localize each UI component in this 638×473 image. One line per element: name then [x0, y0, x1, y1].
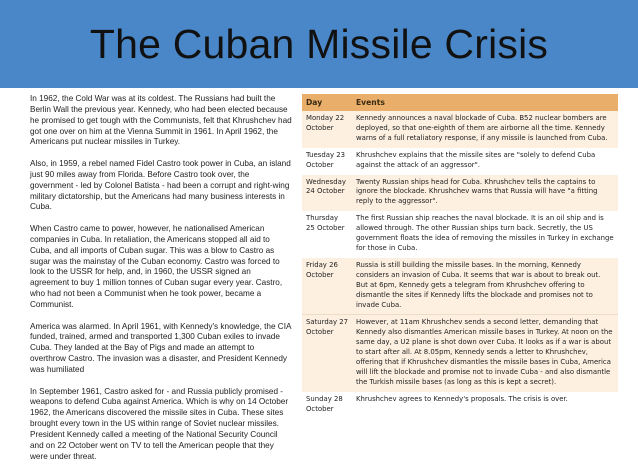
table-row — [302, 315, 618, 392]
table-row — [302, 258, 618, 315]
day-cell: Wednesday 24 October — [302, 175, 352, 212]
table-row — [302, 211, 618, 258]
background-text — [30, 94, 292, 473]
day-cell: Thursday 25 October — [302, 211, 352, 258]
day-cell: Saturday 27 October — [302, 315, 352, 392]
events-column-header: Events — [352, 94, 618, 111]
event-cell: However, at 11am Khrushchev sends a second letter, demanding that Kennedy also dismantles American missile bases in Turkey. At noon on the same day, a U2 plane is shot down over Cuba. It looks as if a war is about to start after all. At 8.05pm, Kennedy sends a letter to Khrushchev, offering that if Khrushchev dismantles the missile bases in Cuba, America will lift the blockade and promise not to invade Cuba - and also dismantle the Turkish missile bases (as long as this is kept a secret). — [352, 315, 618, 392]
event-cell: Khrushchev agrees to Kennedy's proposals. The crisis is over. — [352, 392, 618, 419]
day-cell: Monday 22 October — [302, 111, 352, 148]
event-cell: Twenty Russian ships head for Cuba. Khrushchev tells the captains to ignore the blockade. Khrushchev warns that Russia will have "a fitting reply to the aggressor". — [352, 175, 618, 212]
paragraph: When Castro came to power, however, he nationalised American companies in Cuba. In retaliation, the Americans stopped all aid to Cuba, and all imports of Cuban sugar. This was a blow to Castro as sugar was the mainstay of the Cuban economy. Castro was forced to look to the USSR for help, and, in 1960, the USSR signed an agreement to buy 1 million tonnes of Cuban sugar every year. Castro, who had not been a Communist when he took power, became a Communist. — [30, 224, 283, 309]
events-table — [302, 94, 618, 419]
event-cell: Khrushchev explains that the missile sites are "solely to defend Cuba against the attack of an aggressor". — [352, 148, 618, 175]
table-row — [302, 111, 618, 148]
paragraph: Also, in 1959, a rebel named Fidel Castro took power in Cuba, an island just 90 miles away from Florida. Before Castro took over, the government - led by Colonel Batista - had been a corrupt and right-wing military dictatorship, but the Americans had many business interests in Cuba. — [30, 159, 291, 212]
event-cell: The first Russian ship reaches the naval blockade. It is an oil ship and is allowed through. The other Russian ships turn back. Secretly, the US government floats the idea of removing the missiles in Turkey in exchange for those in Cuba. — [352, 211, 618, 258]
table-header-row — [302, 94, 618, 111]
day-cell: Sunday 28 October — [302, 392, 352, 419]
day-column-header: Day — [302, 94, 352, 111]
page-title: The Cuban Missile Crisis — [89, 20, 549, 67]
table-row — [302, 175, 618, 212]
event-cell: Russia is still building the missile bases. In the morning, Kennedy considers an invasion of Cuba. It seems that war is about to break out. But at 6pm, Kennedy gets a telegram from Khrushchev offering to dismantle the sites if Kennedy lifts the blockade and promises not to invade Cuba. — [352, 258, 618, 315]
day-cell: Friday 26 October — [302, 258, 352, 315]
paragraph: In 1962, the Cold War was at its coldest. The Russians had built the Berlin Wall the previous year. Kennedy, who had been elected because he promised to get tough with the Communists, felt that Khrushchev had got one over on him at the Vienna Summit in 1961. In April 1962, the Americans put nuclear missiles in Turkey. — [30, 94, 292, 147]
day-cell: Tuesday 23 October — [302, 148, 352, 175]
event-cell: Kennedy announces a naval blockade of Cuba. B52 nuclear bombers are deployed, so that one-eighth of them are airborne all the time. Kennedy warns of a full retaliatory response, if any missile is launched from Cuba. — [352, 111, 618, 148]
title-banner — [0, 0, 638, 88]
paragraph: In September 1961, Castro asked for - and Russia publicly promised - weapons to defend Cuba against America. Which is why on 14 October 1962, the Americans discovered the missile sites in Cuba. These sites brought every town in the US within range of Soviet nuclear missiles. President Kennedy called a meeting of the National Security Council and on 22 October went on TV to tell the American people that they were under threat. — [30, 386, 289, 461]
table-row — [302, 392, 618, 419]
table-row — [302, 148, 618, 175]
paragraph: America was alarmed. In April 1961, with Kennedy's knowledge, the CIA funded, trained, armed and transported 1,300 Cuban exiles to invade Cuba. They landed at the Bay of Pigs and made an attempt to overthrow Castro. The invasion was a disaster, and President Kennedy was humiliated — [30, 321, 291, 374]
